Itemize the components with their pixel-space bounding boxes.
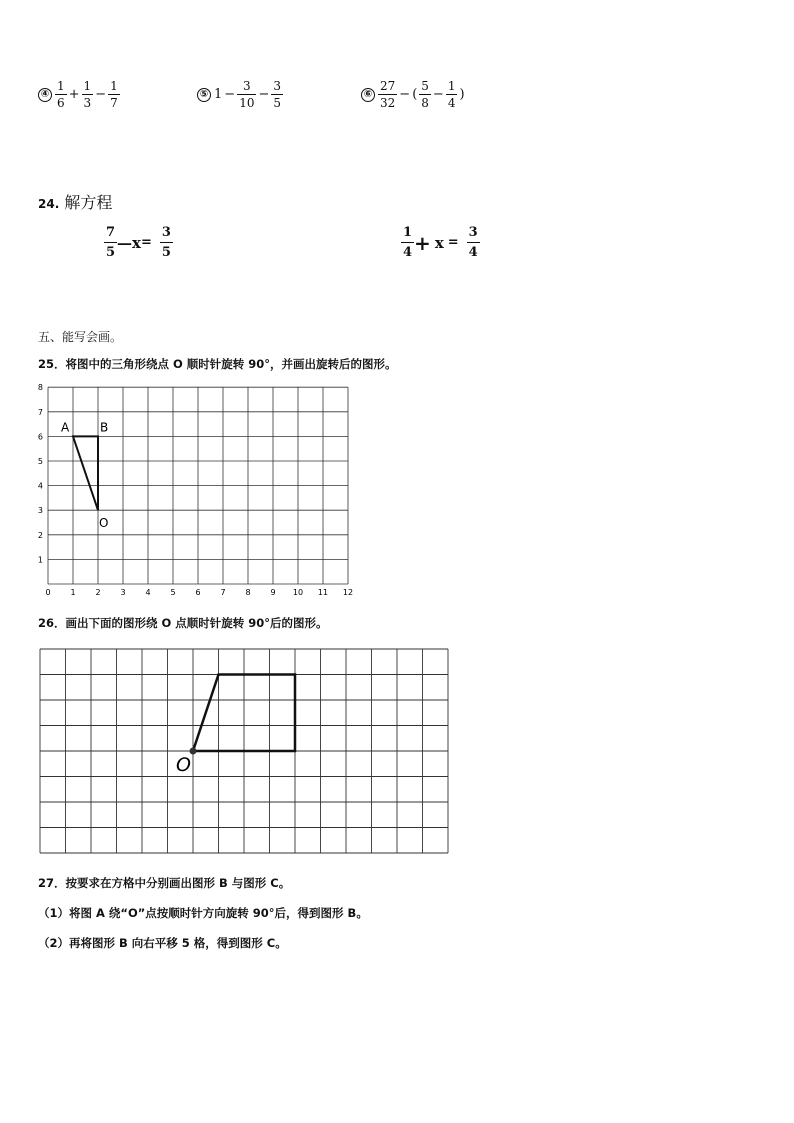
circled-number-5: ⑤ [197,88,211,102]
question-27-step-1: （1）将图 A 绕“O”点按顺时针方向旋转 90°后，得到图形 B。 [38,906,368,920]
question-number: 24. [38,197,60,211]
label-o: O [99,516,109,531]
y-tick-label: 3 [37,506,43,516]
y-tick-label: 4 [37,481,43,491]
question-24-heading [38,190,112,213]
coordinate-grid [36,384,360,600]
operator: − [224,87,236,102]
operator: − [95,87,107,102]
square-grid [38,647,450,859]
fraction: $\frac{5}{8}$ [421,79,429,110]
circled-number-6: ⑥ [361,88,375,102]
y-tick-label: 1 [37,555,43,565]
operator: — [117,233,133,252]
label-o: O [176,754,191,776]
question-25-text: 25．将图中的三角形绕点 O 顺时针旋转 90°，并画出旋转后的图形。 [38,357,397,371]
label-a: A [61,420,70,435]
circled-number-4: ④ [38,88,52,102]
expression-6 [361,80,466,109]
section-title: 五、能写会画。 [38,330,123,344]
fraction: $\frac{27}{32}$ [380,79,396,110]
triangle-shape [73,436,98,510]
x-tick-label: 8 [245,588,251,597]
expression-4 [38,80,121,109]
operator: − [258,87,270,102]
question-27-text: 27．按要求在方格中分别画出图形 B 与图形 C。 [38,876,291,890]
equation-1 [104,226,173,259]
x-tick-label: 2 [95,588,101,597]
operator: − [399,87,411,102]
x-tick-label: 5 [170,588,176,597]
x-tick-label: 9 [270,588,276,597]
fraction: $\frac{3}{5}$ [161,225,171,260]
fraction: $\frac{1}{4}$ [447,79,456,110]
operator: + [414,230,431,255]
label-b: B [100,420,109,435]
x-tick-label: 6 [195,588,201,597]
x-tick-label: 11 [317,588,329,597]
leading-number: 1 [214,87,223,102]
fraction: $\frac{3}{5}$ [273,79,282,110]
fraction: $\frac{1}{4}$ [403,225,413,260]
expression-5 [197,80,284,109]
x-tick-label: 12 [342,588,354,597]
x-tick-label: 0 [45,588,51,597]
equals: = [141,235,152,250]
operator: − [432,87,444,102]
y-tick-label: 8 [37,384,43,393]
x-tick-label: 10 [292,588,304,597]
x-tick-label: 4 [145,588,151,597]
y-tick-label: 5 [37,457,43,466]
left-paren: ( [412,87,418,102]
y-tick-label: 7 [37,407,43,417]
fraction: $\frac{7}{5}$ [106,225,116,260]
y-tick-label: 2 [37,530,43,540]
equals: = [447,235,459,250]
variable: x [434,233,444,252]
right-paren: ) [459,87,465,102]
fraction: $\frac{3}{4}$ [468,225,478,260]
x-tick-label: 7 [220,588,226,597]
x-tick-label: 3 [120,588,126,597]
operator: + [68,87,80,102]
question-26-text: 26．画出下面的图形绕 O 点顺时针旋转 90°后的图形。 [38,616,328,630]
fraction: $\frac{1}{6}$ [57,79,65,110]
y-tick-label: 6 [37,432,43,442]
variable: x [132,233,141,252]
question-title: 解方程 [64,193,113,212]
fraction: $\frac{1}{7}$ [110,79,118,110]
question-27-step-2: （2）再将图形 B 向右平移 5 格，得到图形 C。 [38,936,287,950]
fraction: $\frac{3}{10}$ [239,79,255,110]
x-tick-label: 1 [70,588,76,597]
equation-2 [401,226,480,259]
fraction: $\frac{1}{3}$ [83,79,92,110]
